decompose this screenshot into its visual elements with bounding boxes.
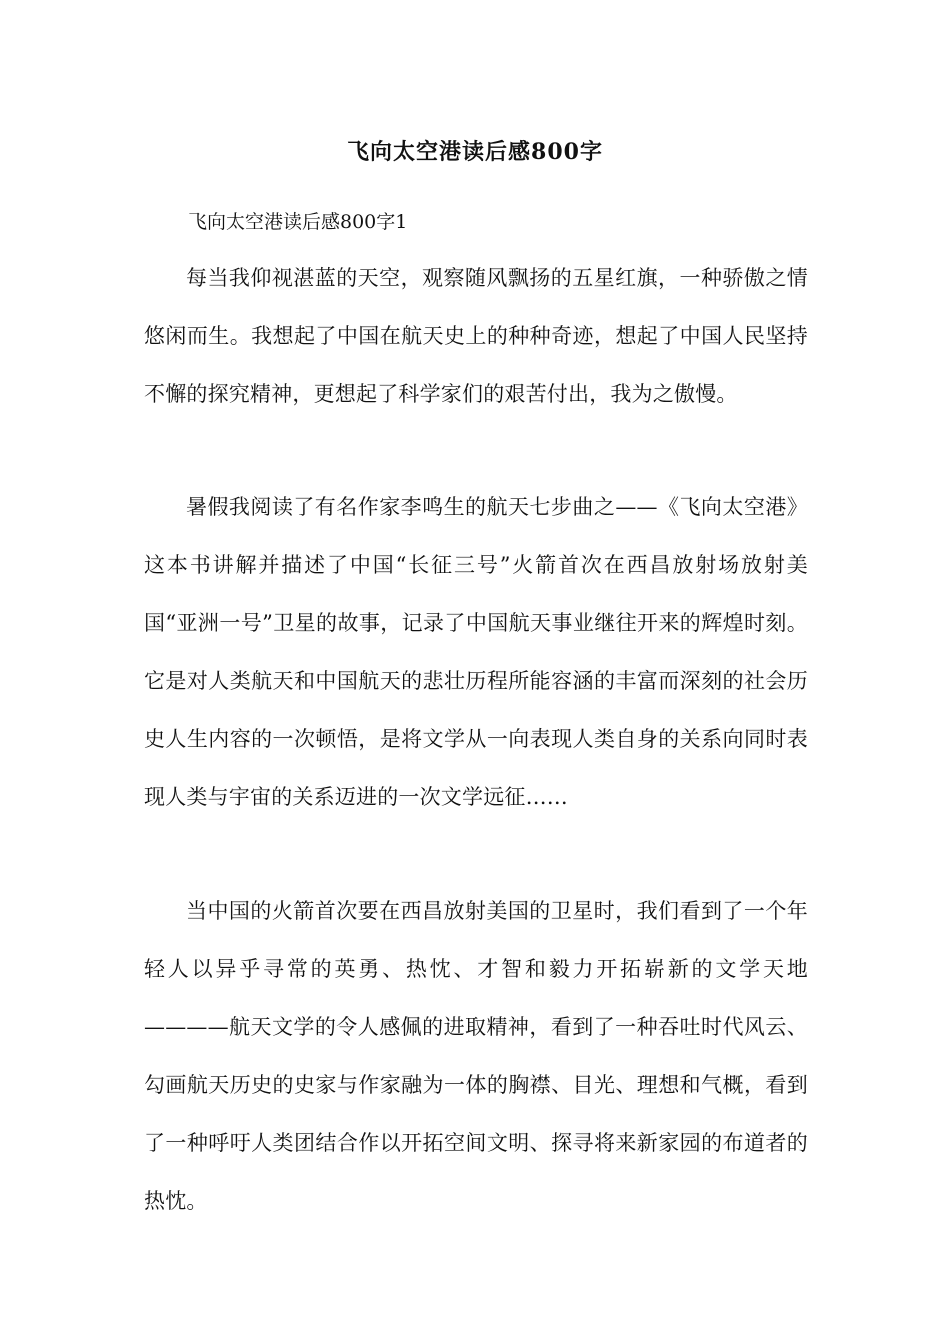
paragraph-3: 当中国的火箭首次要在西昌放射美国的卫星时，我们看到了一个年轻人以异乎寻常的英勇、热忱、才智和毅力开拓崭新的文学天地————航天文学的令人感佩的进取精神，看到了一种吞吐时代风云、勾画航天历史的史家与作家融为一体的胸襟、目光、理想和气概，看到了一种呼吁人类团结合作以开拓空间文明、探寻将来新家园的布道者的热忱。 <box>144 899 808 1213</box>
document-title: 飞向太空港读后感800字 <box>347 139 603 165</box>
paragraph-2: 暑假我阅读了有名作家李鸣生的航天七步曲之——《飞向太空港》这本书讲解并描述了中国“长征三号”火箭首次在西昌放射场放射美国“亚洲一号”卫星的故事，记录了中国航天事业继往开来的辉煌时刻。它是对人类航天和中国航天的悲壮历程所能容涵的丰富而深刻的社会历史人生内容的一次顿悟，是将文学从一向表现人类自身的关系向同时表现人类与宇宙的关系迈进的一次文学远征…… <box>144 495 808 809</box>
section-heading: 飞向太空港读后感800字1 <box>188 211 408 233</box>
paragraph-1: 每当我仰视湛蓝的天空，观察随风飘扬的五星红旗，一种骄傲之情悠闲而生。我想起了中国在航天史上的种种奇迹，想起了中国人民坚持不懈的探究精神，更想起了科学家们的艰苦付出，我为之傲慢。 <box>144 266 808 406</box>
